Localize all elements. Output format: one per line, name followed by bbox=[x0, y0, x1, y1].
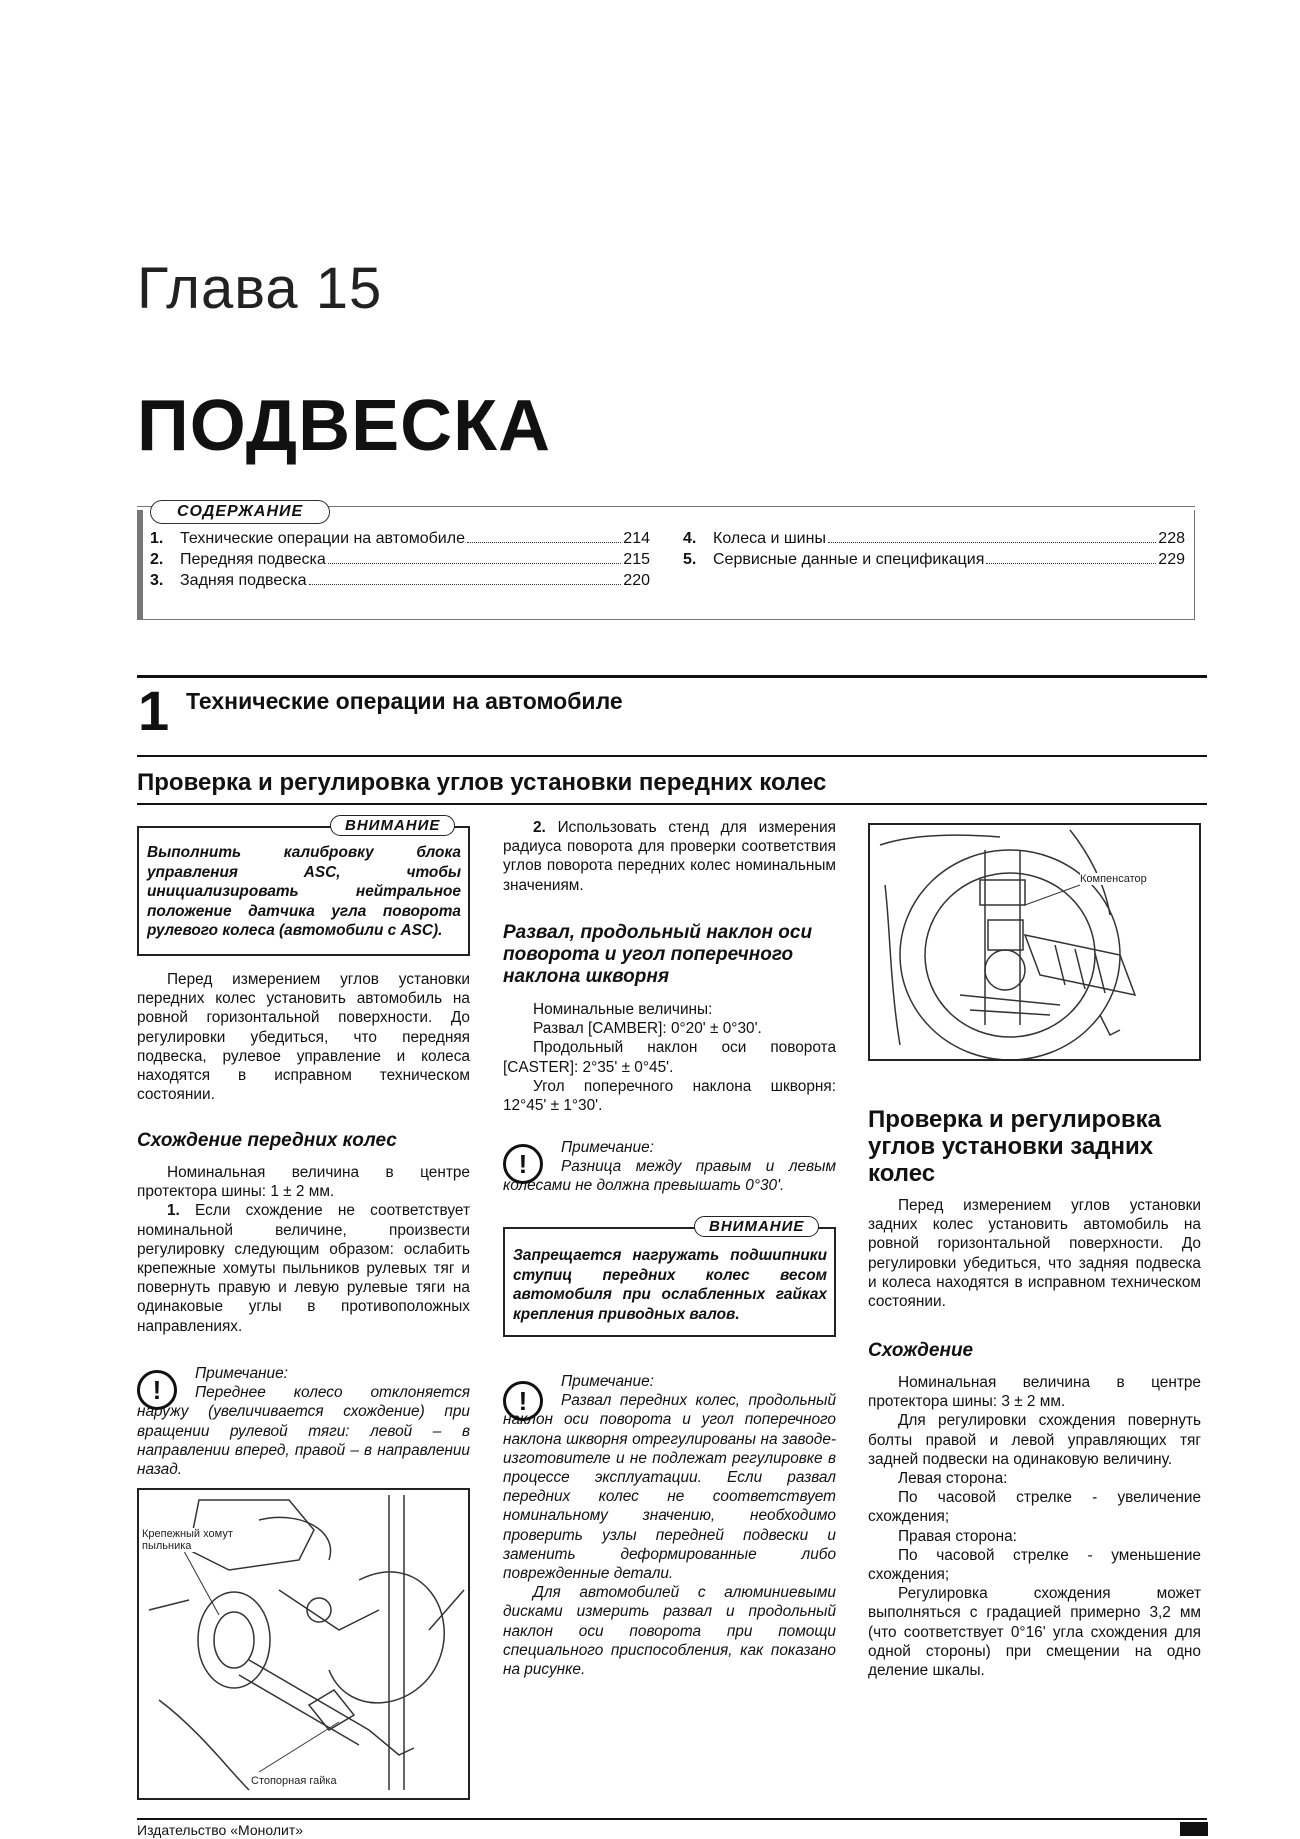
nominal-values bbox=[503, 1000, 836, 1115]
nominal-label: Номинальные величины: bbox=[533, 1001, 713, 1018]
left-side-label: Левая сторона: bbox=[898, 1470, 1008, 1488]
note-block bbox=[503, 1372, 836, 1679]
toc-item[interactable] bbox=[150, 570, 650, 591]
page-edge-marker bbox=[1180, 1822, 1208, 1836]
note-label: Примечание: bbox=[561, 1373, 654, 1390]
toc-item-num: 5. bbox=[683, 551, 697, 568]
toe-text bbox=[137, 1163, 470, 1336]
rear-intro-block bbox=[868, 1196, 1201, 1311]
toc-leader bbox=[309, 584, 622, 585]
left-side-desc: По часовой стрелке - увеличение схождения; bbox=[868, 1489, 1201, 1526]
chapter-title: ПОДВЕСКА bbox=[137, 386, 552, 466]
column-1-text bbox=[137, 970, 470, 1104]
rear-toe-text bbox=[868, 1373, 1201, 1680]
exclamation-icon: ! bbox=[503, 1381, 543, 1421]
toc-item-num: 1. bbox=[150, 530, 164, 547]
clamp-label: Крепежный хомут пыльника bbox=[142, 1528, 242, 1552]
right-side-desc: По часовой стрелке - уменьшение схождения; bbox=[868, 1546, 1201, 1584]
toc-leader bbox=[467, 542, 621, 543]
step-2-number: 2. bbox=[533, 819, 546, 836]
section-bottom-rule bbox=[137, 755, 1207, 757]
rear-wheel-heading: Проверка и регулировка углов установки задних колес bbox=[868, 1106, 1161, 1187]
note-block bbox=[137, 1364, 470, 1479]
attention-label: ВНИМАНИЕ bbox=[694, 1216, 819, 1237]
note-label: Примечание: bbox=[195, 1365, 288, 1382]
compensator-illustration bbox=[870, 825, 1199, 1059]
toc-right-column bbox=[683, 528, 1185, 570]
attention-text: Выполнить калибровку блока управления ASC, чтобы инициализировать нейтральное положение датчика угла поворота рулевого колеса (автомобили с ASC). bbox=[147, 844, 461, 939]
toc-item-page: 229 bbox=[1158, 551, 1185, 568]
toe-heading: Схождение передних колес bbox=[137, 1130, 397, 1151]
step-2-text: Использовать стенд для измерения радиуса поворота для проверки соответствия углов поворота передних колес номинальным значениям. bbox=[503, 819, 836, 894]
toc-leader bbox=[828, 542, 1156, 543]
toc-item-title: Сервисные данные и спецификация bbox=[713, 551, 985, 568]
toc-item[interactable] bbox=[683, 549, 1185, 570]
footer-rule bbox=[137, 1818, 1207, 1820]
kpi-value: Угол поперечного наклона шкворня: 12°45' ± 1°30'. bbox=[503, 1077, 836, 1115]
note-text: Разница между правым и левым колесами не должна превышать 0°30'. bbox=[503, 1158, 836, 1195]
rear-intro: Перед измерением углов установки задних колес установить автомобиль на ровной горизонтальной поверхности. До регулировки убедиться, что задняя подвеска и колеса находятся в исправном техническом состоянии. bbox=[868, 1197, 1201, 1311]
section-top-rule bbox=[137, 675, 1207, 678]
exclamation-icon: ! bbox=[137, 1370, 177, 1410]
camber-heading: Развал, продольный наклон оси поворота и угол поперечного наклона шкворня bbox=[503, 922, 813, 987]
compensator-label: Компенсатор bbox=[1080, 873, 1147, 885]
toc-leader bbox=[986, 563, 1156, 564]
toc-item[interactable] bbox=[150, 549, 650, 570]
rear-toe-adjust: Для регулировки схождения повернуть болты правой и левой управляющих тяг задней подвески на одинаковую величину. bbox=[868, 1412, 1201, 1468]
camber-value: Развал [CAMBER]: 0°20' ± 0°30'. bbox=[533, 1020, 762, 1038]
toc-item-title: Передняя подвеска bbox=[180, 551, 326, 568]
toc-item-page: 214 bbox=[623, 530, 650, 547]
gradation-text: Регулировка схождения может выполняться с градацией примерно 3,2 мм (что соответствует 0°16' угла схождения для одной стороны) при смещении на одно деление шкалы. bbox=[868, 1585, 1201, 1680]
right-side-label: Правая сторона: bbox=[898, 1527, 1017, 1545]
note-label: Примечание: bbox=[561, 1139, 654, 1156]
note-text: Переднее колесо отклоняется наружу (увеличивается схождение) при вращении рулевой тяги: левой – в направлении вперед, правой – в направлении назад. bbox=[137, 1384, 470, 1479]
toc-item-page: 215 bbox=[623, 551, 650, 568]
tie-rod-figure bbox=[137, 1488, 470, 1800]
rear-toe-nominal: Номинальная величина в центре протектора шины: 3 ± 2 мм. bbox=[868, 1374, 1201, 1411]
toc-item[interactable] bbox=[683, 528, 1185, 549]
toc-item-title: Колеса и шины bbox=[713, 530, 826, 547]
compensator-figure bbox=[868, 823, 1201, 1061]
subsection-title: Проверка и регулировка углов установки передних колес bbox=[137, 769, 827, 796]
subsection-rule bbox=[137, 803, 1207, 805]
lock-nut-label: Стопорная гайка bbox=[251, 1775, 337, 1787]
intro-paragraph: Перед измерением углов установки передних колес установить автомобиль на ровной горизонтальной поверхности. До регулировки убедиться, что передняя подвеска, рулевое управление и колеса находятся в исправном техническом состоянии. bbox=[137, 971, 470, 1104]
caster-value: Продольный наклон оси поворота [CASTER]: 2°35' ± 0°45'. bbox=[503, 1039, 836, 1076]
toc-left-column bbox=[150, 528, 650, 591]
toc-label: СОДЕРЖАНИЕ bbox=[150, 500, 330, 524]
toe-step-number: 1. bbox=[167, 1202, 180, 1220]
toc-item[interactable] bbox=[150, 528, 650, 549]
section-number: 1 bbox=[138, 679, 170, 742]
attention-label: ВНИМАНИЕ bbox=[330, 815, 455, 836]
toc-item-page: 220 bbox=[623, 572, 650, 589]
chapter-label: Глава 15 bbox=[137, 256, 383, 321]
toc-item-num: 3. bbox=[150, 572, 164, 589]
note-text-extra: Для автомобилей с алюминиевыми дисками измерить развал и продольный наклон оси поворота при помощи специального приспособления, как показано на рисунке. bbox=[503, 1584, 836, 1679]
note-text: Развал передних колес, продольный наклон оси поворота и угол поперечного наклона шкворня отрегулированы на заводе-изготовителе и не подлежат регулировке в процессе эксплуатации. Если развал передних колес не соответствует номинальному значению, необходимо проверить узлы передней подвески и заменить деформированные либо поврежденные детали. bbox=[503, 1392, 836, 1583]
toc-item-title: Технические операции на автомобиле bbox=[180, 530, 465, 547]
step-2-block bbox=[503, 818, 836, 895]
toc-item-num: 2. bbox=[150, 551, 164, 568]
toc-item-num: 4. bbox=[683, 530, 697, 547]
rear-toe-heading: Схождение bbox=[868, 1340, 974, 1361]
toe-nominal: Номинальная величина в центре протектора шины: 1 ± 2 мм. bbox=[137, 1164, 470, 1201]
toc-item-title: Задняя подвеска bbox=[180, 572, 307, 589]
exclamation-icon: ! bbox=[503, 1144, 543, 1184]
toc-leader bbox=[328, 563, 621, 564]
note-block bbox=[503, 1138, 836, 1196]
section-title: Технические операции на автомобиле bbox=[186, 688, 623, 714]
publisher-footer: Издательство «Монолит» bbox=[137, 1822, 304, 1838]
toe-step-text: Если схождение не соответствует номинальной величине, произвести регулировку следующим образом: ослабить крепежные хомуты пыльников рулевых тяг и повернуть правую и левую рулевые тяги на одинаковые углы в противоположных направлениях. bbox=[137, 1202, 470, 1335]
attention-text: Запрещается нагружать подшипники ступиц передних колес весом автомобиля при ослабленных гайках крепления приводных валов. bbox=[513, 1247, 827, 1323]
toc-item-page: 228 bbox=[1158, 530, 1185, 547]
